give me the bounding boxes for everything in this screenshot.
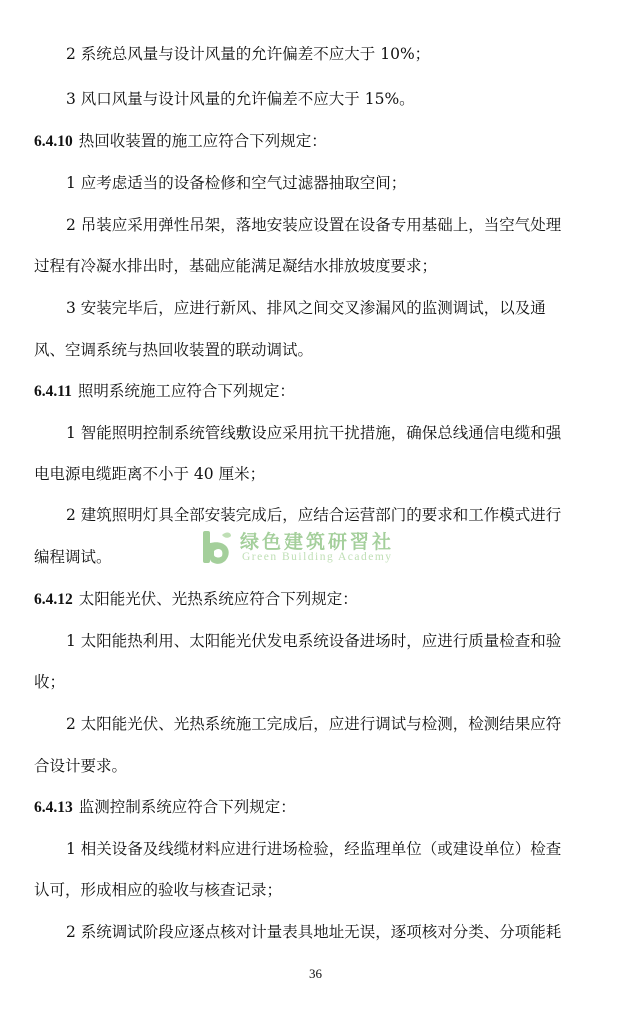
paragraph-line: 2 系统调试阶段应逐点核对计量表具地址无误，逐项核对分类、分项能耗 [66,923,562,941]
watermark-subtitle: Green Building Academy [242,551,393,563]
section-title: 太阳能光伏、光热系统应符合下列规定： [78,590,358,608]
section-title: 热回收装置的施工应符合下列规定： [78,132,327,150]
paragraph-line: 收； [34,673,66,691]
paragraph-line: 1 太阳能热利用、太阳能光伏发电系统设备进场时，应进行质量检查和验 [66,632,562,650]
paragraph-line: 3 风口风量与设计风量的允许偏差不应大于 15%。 [66,90,415,108]
section-number: 6.4.12 [34,591,73,608]
paragraph-line: 风、空调系统与热回收装置的联动调试。 [34,341,314,359]
paragraph-line: 电电源电缆距离不小于 40 厘米； [34,465,266,483]
paragraph-line: 2 建筑照明灯具全部安装完成后，应结合运营部门的要求和工作模式进行 [66,506,562,524]
paragraph-line: 2 太阳能光伏、光热系统施工完成后，应进行调试与检测，检测结果应符 [66,715,562,733]
paragraph-line: 过程有冷凝水排出时，基础应能满足凝结水排放坡度要求； [34,257,438,275]
section-heading-6-4-11 [34,381,295,402]
section-number: 6.4.13 [34,799,73,816]
paragraph-line: 合设计要求。 [34,757,128,775]
paragraph-line: 1 智能照明控制系统管线敷设应采用抗干扰措施，确保总线通信电缆和强 [66,424,562,442]
paragraph-line: 2 吊装应采用弹性吊架，落地安装应设置在设备专用基础上，当空气处理 [66,216,562,234]
paragraph-line: 认可，形成相应的验收与核查记录； [34,881,283,899]
section-title: 监测控制系统应符合下列规定： [78,798,296,816]
watermark [200,527,440,571]
paragraph-line: 3 安装完毕后，应进行新风、排风之间交叉渗漏风的监测调试，以及通 [66,299,546,317]
page-number: 36 [309,966,322,981]
section-heading-6-4-12 [34,589,358,610]
section-title: 照明系统施工应符合下列规定： [77,382,295,400]
section-number: 6.4.10 [34,133,73,150]
watermark-title: 绿色建筑研習社 [240,531,395,553]
paragraph-line: 1 应考虑适当的设备检修和空气过滤器抽取空间； [66,174,407,192]
paragraph-line: 编程调试。 [34,548,112,566]
paragraph-line: 1 相关设备及线缆材料应进行进场检验，经监理单位（或建设单位）检查 [66,840,562,858]
paragraph-line: 2 系统总风量与设计风量的允许偏差不应大于 10%； [66,45,431,63]
section-heading-6-4-13 [34,797,296,818]
leaf-logo-icon [200,529,234,567]
section-number: 6.4.11 [34,383,72,400]
section-heading-6-4-10 [34,131,327,152]
